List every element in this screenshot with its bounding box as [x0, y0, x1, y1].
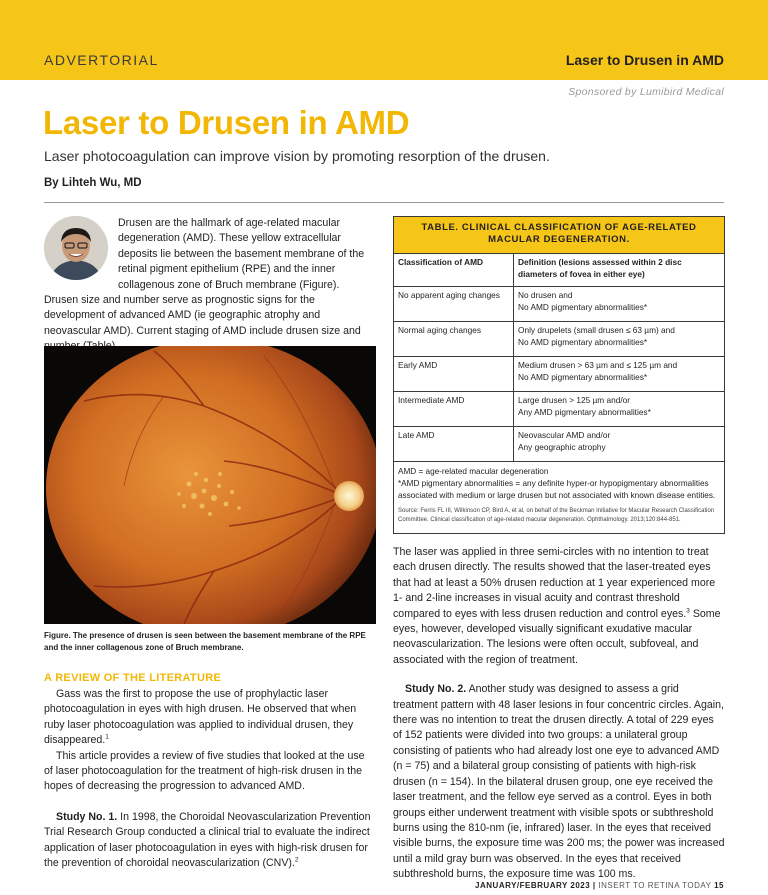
- author-photo: [44, 216, 108, 280]
- intro-paragraph: Drusen are the hallmark of age-related macular degeneration (AMD). These yellow extracellular deposits lie between the basement membrane of the retinal pigment epithelium (RPE) and the inner collagenous zone of Bruch membrane (Figure). Drusen size and number serve as prognostic signs for the development of advanced AMD (ie geographic atrophy and neovascular AMD). Current staging of AMD include drusen size and: [44, 217, 365, 337]
- byline: By Lihteh Wu, MD: [44, 177, 142, 189]
- left-column-text: Gass was the first to propose the use of prophylactic laser photocoagulation in eyes with high drusen. He observed that when ruby laser photocoagulation was applied to individual drusen, they disappeared.$^1$ This article provides a review of five studies that looked at the use of laser photocoagulation for the treatment of high-risk drusen in the hopes of decreasing the progression to advanced AMD. Study No. 1. In 1998, the Choroidal Neovascularization Prevention Trial Research Group conducted a clinical trial to evaluate the indirect application of laser photocoagulation in eyes with high-risk drusen for the prevention of choroidal neovascularization (CNV).$^2$: [44, 688, 371, 870]
- divider: [44, 202, 724, 203]
- sponsor-line: Sponsored by Lumibird Medical: [568, 86, 724, 98]
- header-bar: [0, 0, 768, 80]
- page-footer: JANUARY/FEBRUARY 2023 | INSERT TO RETINA TODAY 15: [475, 881, 724, 890]
- article-title: Laser to Drusen in AMD: [43, 104, 410, 141]
- table-title: TABLE. CLINICAL CLASSIFICATION OF AGE-RELATED MACULAR DEGENERATION.: [394, 217, 724, 254]
- table-row: Normal aging changes Only drupelets (small drusen ≤ 63 µm) and No AMD pigmentary abnormalities*: [394, 322, 724, 357]
- right-column-text: The laser was applied in three semi-circles with no intention to treat each drusen directly. The results showed that the laser-treated eyes that had at least a 50% drusen reduction at 1 year experienced more 1- and 2-line increases in visual acuity and contrast threshold compared to eyes with less drusen reduction and control eyes.$^3$ Some eyes, however, developed visually significant exudative macular neovascularization. The lesions were often occult, subfoveal, and associated with the region of treatment. Study No. 2. Another study was designed to assess a grid treatment pattern with 48 laser lesions in four concentric circles. Again, there was no intention to treat the drusen directly. A total of 229 eyes of 152 patients were divided into two groups: a unilateral group consisting of patients who had already lost one eye to advanced AMD (n = 75) and a bilateral group consisting of patients with high-risk drusen (n = 154). In the bilateral drusen group, one eye received the laser treatment, and the fellow eye served as a control. Eyes in both groups either underwent treatment with visible spots or subthreshold burns using the 810-nm (ie, infrared) laser. In the eyes that received visible burns, the exposure time was 200 ms; the power was increased until a mild gray burn was observed. In the eyes that received subthreshold burns, the exposure time was 100 ms.: [393, 546, 725, 881]
- classification-table: [393, 216, 725, 534]
- table-notes: AMD = age-related macular degeneration *AMD pigmentary abnormalities = any definite hyper-or hypopigmentary abnormalities associated with medium or large drusen but not associated with known disease entities.: [398, 467, 716, 500]
- fundus-photo: [44, 346, 376, 624]
- table-source: Source: Ferris FL III, Wilkinson CP, Bird A, et al, on behalf of the Beckman Initiative for Macular Research Classification Committee. Clinical classification of age-related macular degeneration. Ophthalmology. 2013;120:844-851.: [398, 508, 715, 523]
- table-row: No apparent aging changes No drusen and No AMD pigmentary abnormalities*: [394, 287, 724, 322]
- table-header-row: Classification of AMD Definition (lesions assessed within 2 disc diameters of fovea in either eye): [394, 254, 724, 287]
- running-title: Laser to Drusen in AMD: [565, 52, 724, 68]
- section-heading: A REVIEW OF THE LITERATURE: [44, 672, 222, 684]
- figure-caption: Figure. The presence of drusen is seen between the basement membrane of the RPE and the inner collagenous zone of Bruch membrane.: [44, 631, 366, 652]
- article-subtitle: Laser photocoagulation can improve vision by promoting resorption of the drusen.: [44, 148, 550, 164]
- table-row: Late AMD Neovascular AMD and/or Any geographic atrophy: [394, 427, 724, 462]
- section-label: ADVERTORIAL: [44, 52, 159, 68]
- table-row: Early AMD Medium drusen > 63 µm and ≤ 125 µm and No AMD pigmentary abnormalities*: [394, 357, 724, 392]
- table-row: Intermediate AMD Large drusen > 125 µm and/or Any AMD pigmentary abnormalities*: [394, 392, 724, 427]
